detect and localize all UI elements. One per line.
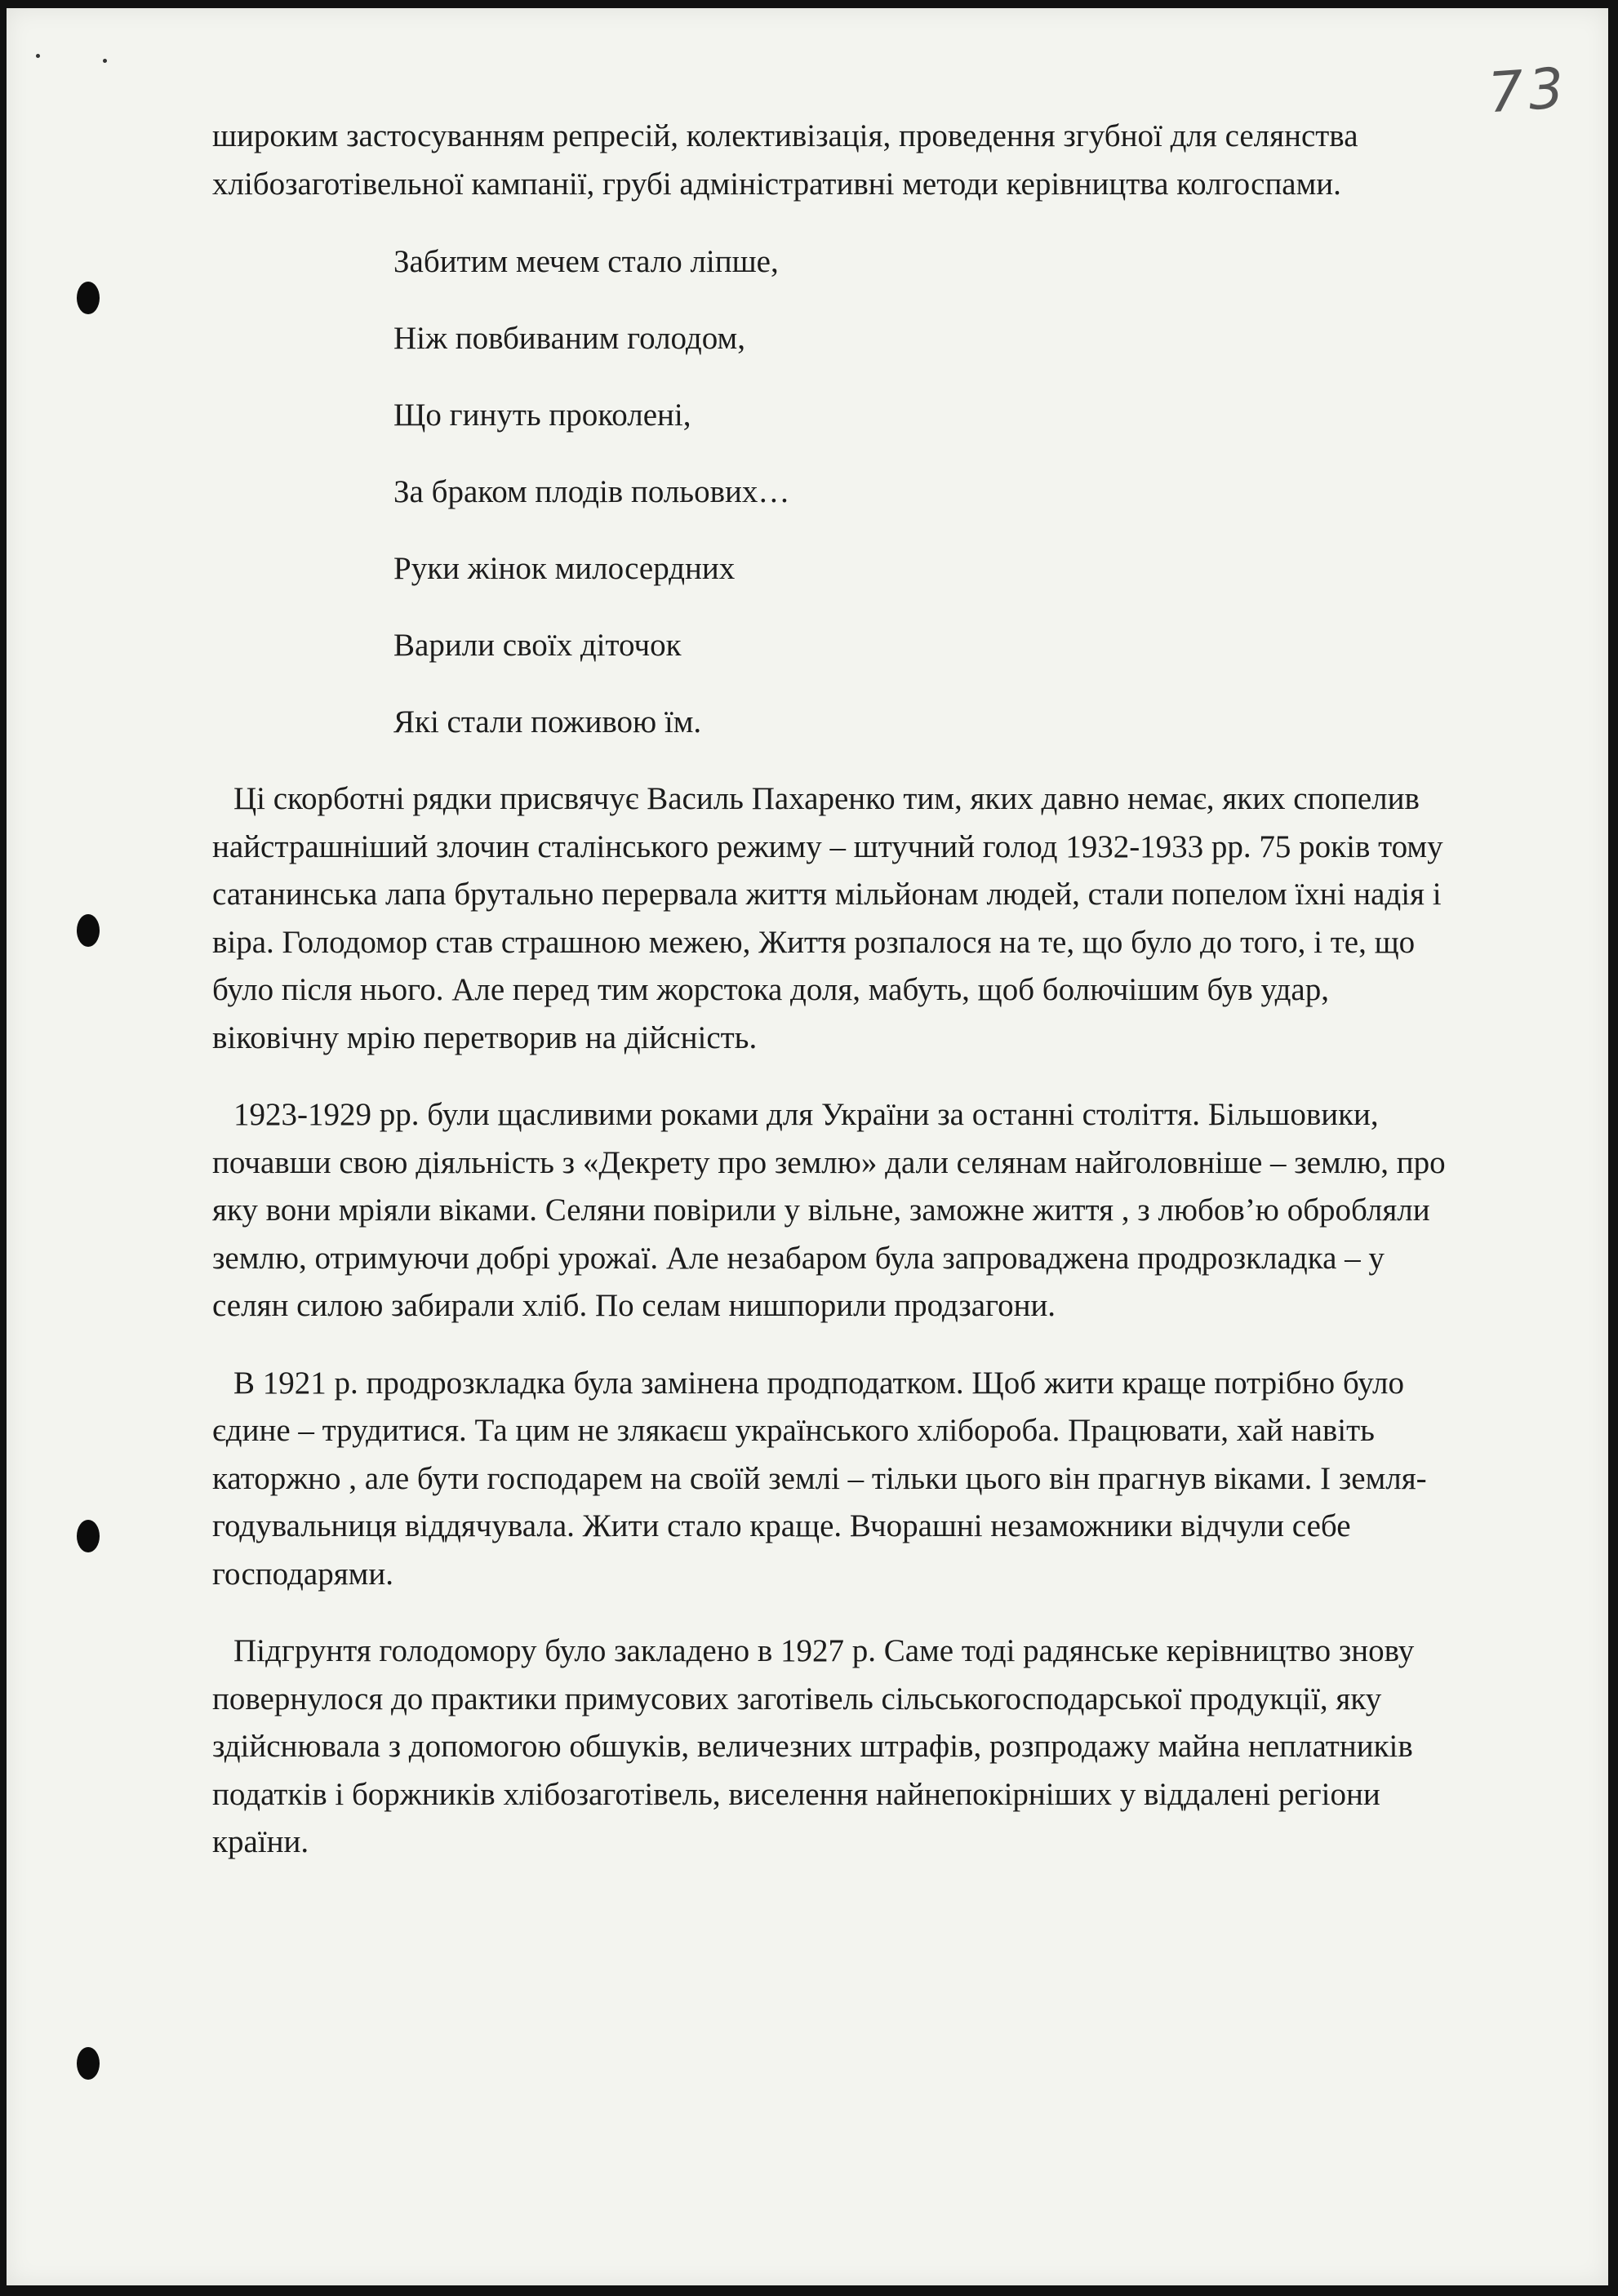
poem-line: Ніж повбиваним голодом, bbox=[393, 321, 745, 356]
punch-hole bbox=[77, 914, 100, 947]
poem-line: Які стали поживою їм. bbox=[393, 704, 702, 739]
punch-hole bbox=[77, 282, 100, 314]
punch-hole bbox=[77, 2047, 100, 2080]
poem-line: Варили своїх діточок bbox=[393, 628, 682, 663]
poem-line: Що гинуть проколені, bbox=[393, 397, 691, 433]
body-paragraph: В 1921 р. продрозкладка була замінена продподатком. Щоб жити краще потрібно було єдине – трудитися. Та цим не злякаєш українського хлібороба. Працювати, хай навіть каторжно , але бути господарем на своїй землі – тільки цього він прагнув віками. І земля- годувальниця віддячувала. Жити стало краще. Вчорашні незаможники відчули себе господарями. bbox=[212, 1365, 1427, 1592]
speck-mark bbox=[36, 54, 40, 58]
poem-line: За браком плодів польових… bbox=[393, 474, 790, 509]
punch-hole bbox=[77, 1520, 100, 1552]
body-paragraph: Ці скорботні рядки присвячує Василь Пахаренко тим, яких давно немає, яких спопелив найстрашніший злочин сталінського режиму – штучний голод 1932-1933 рр. 75 років тому сатанинська лапа брутально перервала життя мільйонам людей, стали попелом їхні надія і віра. Голодомор став страшною межею, Життя розпалося на те, що було до того, і те, що було після нього. Але перед тим жорстока доля, мабуть, щоб болючішим був удар, віковічну мрію перетворив на дійсність. bbox=[212, 781, 1443, 1055]
speck-mark bbox=[103, 59, 107, 63]
poem-line: Забитим мечем стало ліпше, bbox=[393, 244, 779, 279]
poem-line: Руки жінок милосердних bbox=[393, 551, 736, 586]
body-paragraph: Підгрунтя голодомору було закладено в 1927 р. Саме тоді радянське керівництво знову повернулося до практики примусових заготівель сільськогосподарської продукції, яку здійснювала з допомогою обшуків, величезних штрафів, розпродажу майна неплатників податків і боржників хлібозаготівель, виселення найнепокірніших у віддалені регіони країни. bbox=[212, 1633, 1415, 1859]
body-paragraph: 1923-1929 рр. були щасливими роками для України за останні століття. Більшовики, почавши свою діяльність з «Декрету про землю» дали селянам найголовніше – землю, про яку вони мріяли віками. Селяни повірили у вільне, заможне життя , з любов’ю обробляли землю, отримуючи добрі урожаї. Але незабаром була запроваджена продрозкладка – у селян силою забирали хліб. По селам нишпорили продзагони. bbox=[212, 1097, 1446, 1323]
document-body bbox=[212, 113, 1453, 1896]
document-page bbox=[7, 8, 1608, 2285]
page-number: 73 bbox=[1486, 56, 1571, 127]
intro-paragraph: широким застосуванням репресій, колективізація, проведення згубної для селянства хлібозаготівельної кампанії, грубі адміністративні методи керівництва колгоспами. bbox=[212, 118, 1358, 202]
poem bbox=[393, 239, 1453, 744]
